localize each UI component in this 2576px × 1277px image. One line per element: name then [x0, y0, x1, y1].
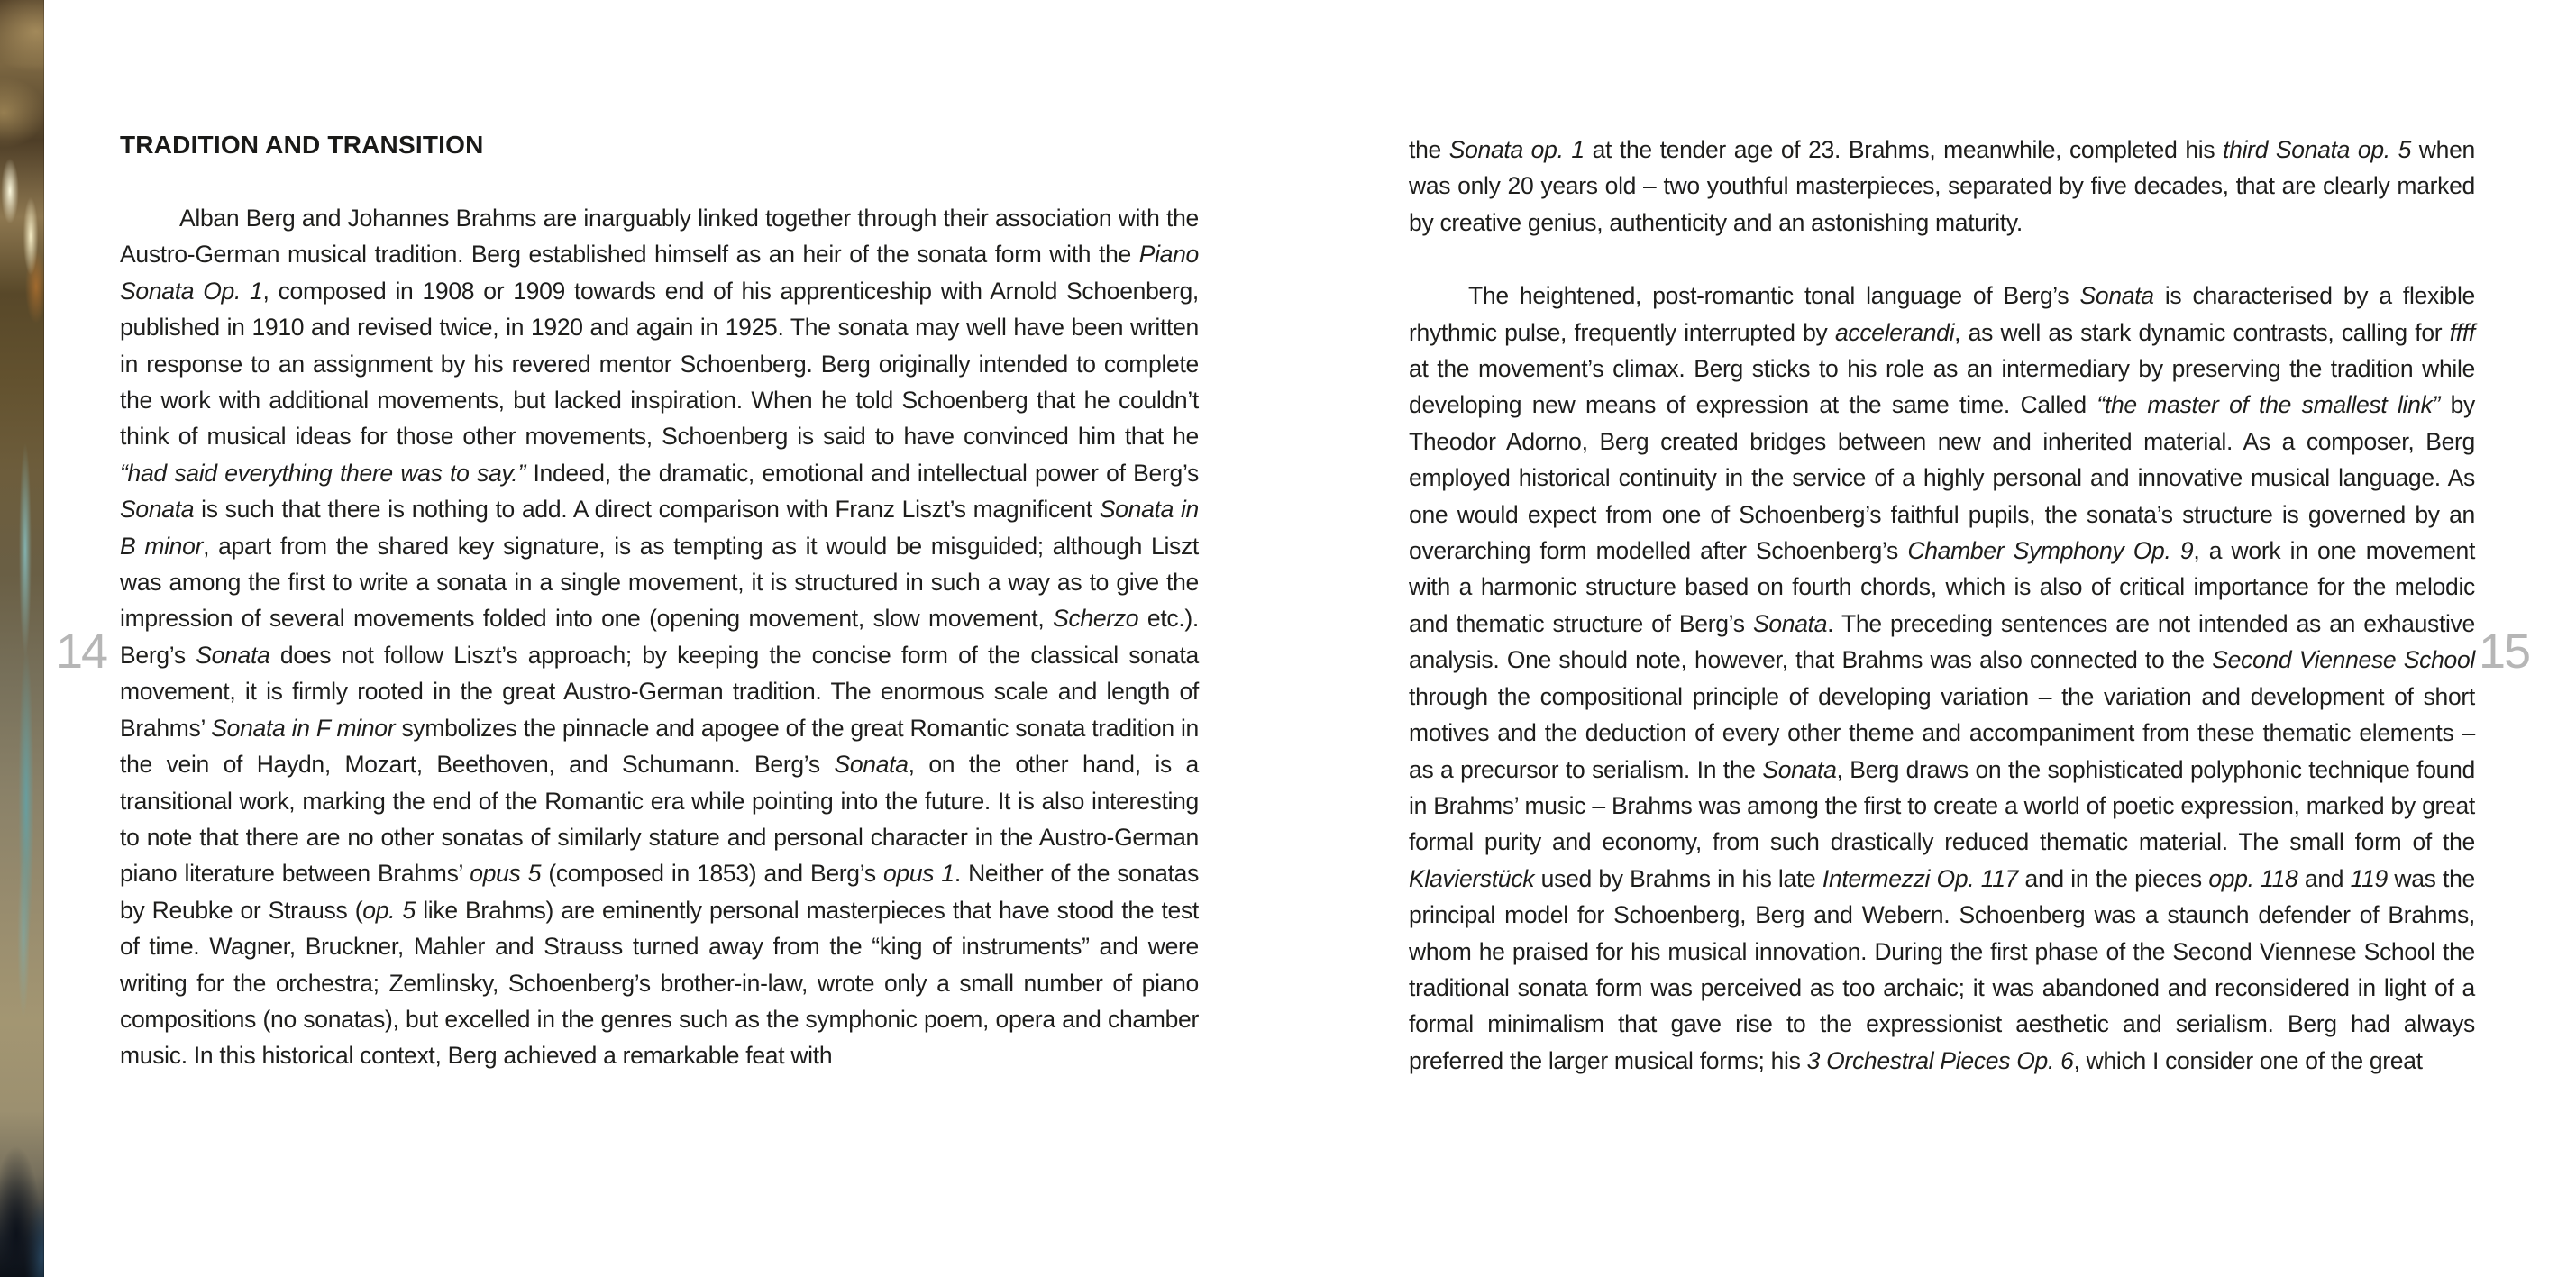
right-page-paragraph-continuation: the Sonata op. 1 at the tender age of 23. Brahms, meanwhile, completed his third Sonata op. 5 when was only 20 years old – two youthful masterpieces, separated by five decades, that are clearly marked by creative genius, authenticity and an astonishing maturity. — [1409, 136, 2475, 236]
page-right-text-column — [1409, 132, 2475, 1079]
section-title: TRADITION AND TRANSITION — [120, 131, 484, 159]
spine-photo-strip — [0, 0, 44, 1277]
right-page-paragraph: The heightened, post-romantic tonal language of Berg’s Sonata is characterised by a flexible rhythmic pulse, frequently interrupted by accelerandi, as well as stark dynamic contrasts, calling for ffff at the movement’s climax. Berg sticks to his role as an intermediary by preserving the tradition while developing new means of expression at the same time. Called “the master of the smallest link” by Theodor Adorno, Berg created bridges between new and inherited material. As a composer, Berg employed historical continuity in the service of a highly personal and innovative musical language. As one would expect from one of Schoenberg’s faithful pupils, the sonata’s structure is governed by an overarching form modelled after Schoenberg’s Chamber Symphony Op. 9, a work in one movement with a harmonic structure based on fourth chords, which is also of critical importance for the melodic and thematic structure of Berg’s Sonata. The preceding sentences are not intended as an exhaustive analysis. One should note, however, that Brahms was also connected to the Second Viennese School through the compositional principle of developing variation – the variation and development of short motives and the deduction of every other theme and accompaniment from these thematic elements – as a precursor to serialism. In the Sonata, Berg draws on the sophisticated polyphonic technique found in Brahms’ music – Brahms was among the first to create a world of poetic expression, marked by great formal purity and economy, from such drastically reduced thematic material. The small form of the Klavierstück used by Brahms in his late Intermezzi Op. 117 and in the pieces opp. 118 and 119 was the principal model for Schoenberg, Berg and Webern. Schoenberg was a staunch defender of Brahms, whom he praised for his musical innovation. During the first phase of the Second Viennese School the traditional sonata form was perceived as too archaic; it was abandoned and reconsidered in light of a formal minimalism that gave rise to the expressionist aesthetic and serialism. Berg had always preferred the larger musical forms; his 3 Orchestral Pieces Op. 6, which I consider one of the great — [1409, 282, 2476, 1074]
left-page-paragraph: Alban Berg and Johannes Brahms are inarguably linked together through their association with the Austro-German musical tradition. Berg established himself as an heir of the sonata form with the Piano Sonata Op. 1, composed in 1908 or 1909 towards end of his apprenticeship with Arnold Schoenberg, published in 1910 and revised twice, in 1920 and again in 1925. The sonata may well have been written in response to an assignment by his revered mentor Schoenberg. Berg originally intended to complete the work with additional movements, but lacked inspiration. When he told Schoenberg that he couldn’t think of musical ideas for those other movements, Schoenberg is said to have convinced him that he “had said everything there was to say.” Indeed, the dramatic, emotional and intellectual power of Berg’s Sonata is such that there is nothing to add. A direct comparison with Franz Liszt’s magnificent Sonata in B minor, apart from the shared key signature, is as tempting as it would be misguided; although Liszt was among the first to write a sonata in a single movement, it is structured in such a way as to give the impression of several movements folded into one (opening movement, slow movement, Scherzo etc.). Berg’s Sonata does not follow Liszt’s approach; by keeping the concise form of the classical sonata movement, it is firmly rooted in the great Austro-German tradition. The enormous scale and length of Brahms’ Sonata in F minor symbolizes the pinnacle and apogee of the great Romantic sonata tradition in the vein of Haydn, Mozart, Beethoven, and Schumann. Berg’s Sonata, on the other hand, is a transitional work, marking the end of the Romantic era while pointing into the future. It is also interesting to note that there are no other sonatas of similarly stature and personal character in the Austro-German piano literature between Brahms’ opus 5 (composed in 1853) and Berg’s opus 1. Neither of the sonatas by Reubke or Strauss (op. 5 like Brahms) are eminently personal masterpieces that have stood the test of time. Wagner, Bruckner, Mahler and Strauss turned away from the “king of instruments” and were writing for the orchestra; Zemlinsky, Schoenberg’s brother-in-law, wrote only a small number of piano compositions (no sonatas), but excelled in the genres such as the symphonic poem, opera and chamber music. In this historical context, Berg achieved a remarkable feat with — [120, 205, 1200, 1070]
page-left-text-column — [120, 132, 1199, 1074]
page-number-right: 15 — [2479, 625, 2530, 679]
page-number-left: 14 — [56, 625, 107, 679]
